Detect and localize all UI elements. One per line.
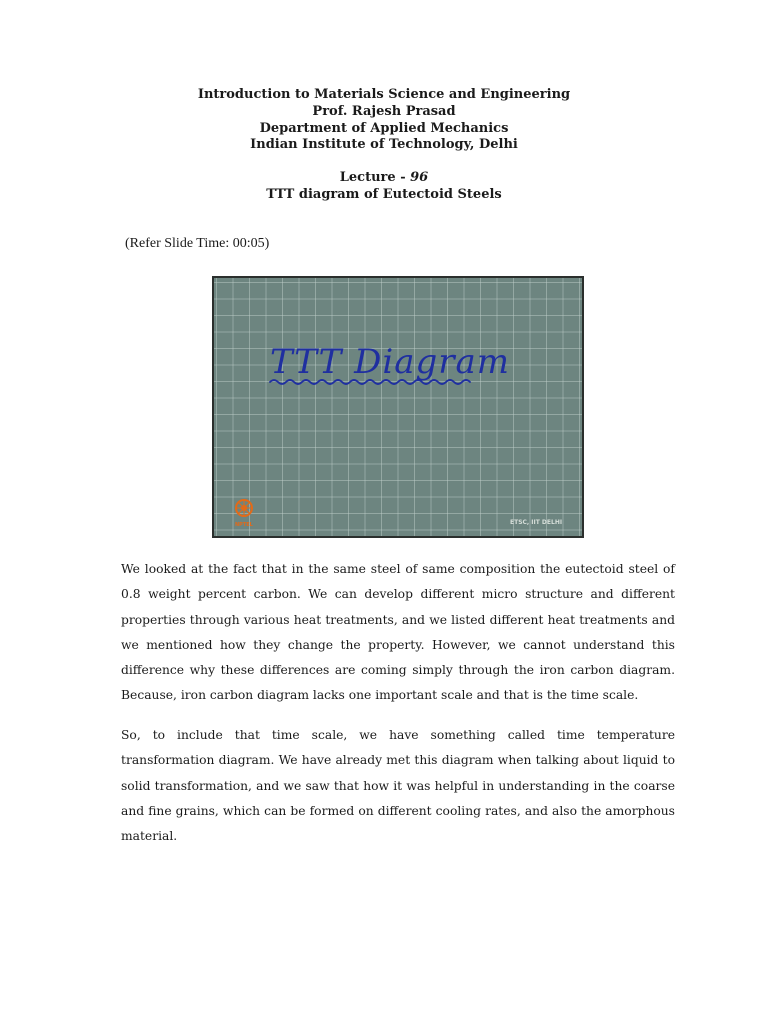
refer-slide-time: (Refer Slide Time: 00:05): [125, 236, 270, 251]
institute-name: Indian Institute of Technology, Delhi: [250, 137, 518, 153]
lecture-title: TTT diagram of Eutectoid Steels: [266, 186, 502, 202]
course-title: Introduction to Materials Science and Engineering: [197, 87, 571, 102]
lecture-slide-image: [212, 276, 584, 538]
nptel-logo-icon: [235, 500, 254, 528]
lecture-header: [0, 87, 768, 204]
nptel-logo-text: NPTEL: [235, 522, 253, 528]
slide-drawing: [214, 278, 582, 536]
professor-name: Prof. Rajesh Prasad: [312, 103, 456, 119]
body-paragraph: We looked at the fact that in the same steel of same composition the eutectoid steel of 0.8 weight percent carbon. We can develop different micro structure and different properties through various heat treatments, and we listed different heat treatments and we mentioned how they change the property. However, we cannot understand this difference why these differences are coming simply through the iron carbon diagram. Because, iron carbon diagram lacks one important scale and that is the time scale.: [121, 562, 675, 703]
slide-credit: ETSC, IIT DELHI: [510, 519, 563, 526]
lecture-number: 96: [410, 170, 429, 186]
header-spacer: [0, 154, 768, 170]
body-paragraph: So, to include that time scale, we have something called time temperature transformation diagram. We have already met this diagram when talking about liquid to solid transformation, and we saw that how it was helpful in understanding in the coarse and fine grains, which can be formed on different cooling rates, and also the amorphous material.: [121, 728, 675, 844]
slide-title: TTT Diagram: [270, 342, 511, 382]
lecture-line: [0, 170, 768, 187]
department-name: Department of Applied Mechanics: [259, 120, 509, 136]
lecture-label: Lecture -: [339, 170, 411, 186]
